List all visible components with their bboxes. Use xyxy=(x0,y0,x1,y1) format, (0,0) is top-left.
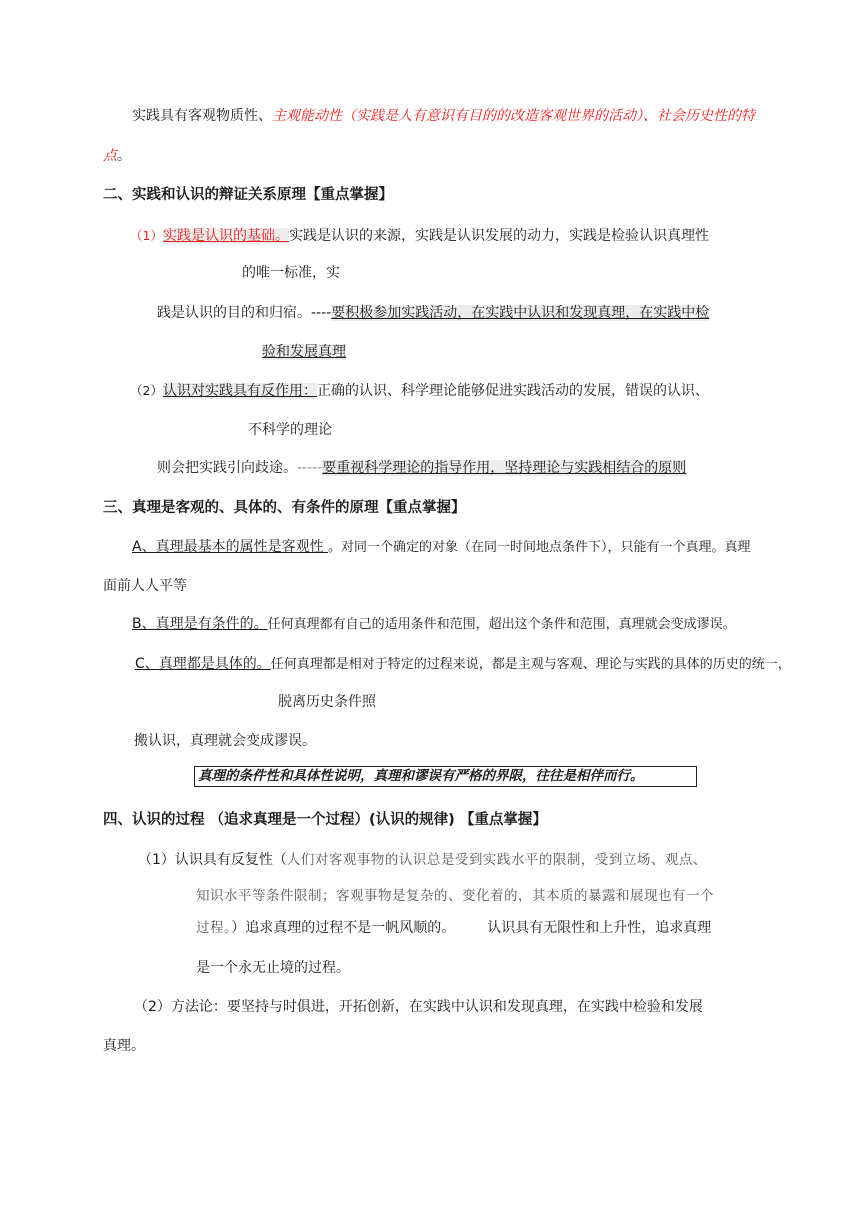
text: 。对同一个确定的对象（在同一时间地点条件下），只能有一个真理。真理 xyxy=(328,540,751,555)
item-number: （2） xyxy=(130,383,163,398)
item-practice-basis-l2: 的唯一标准，实 xyxy=(242,265,340,281)
item-cognition-reaction xyxy=(130,381,709,401)
point-a-l2: 面前人人平等 xyxy=(103,578,187,594)
item-repetition-l3 xyxy=(196,918,711,938)
item-practice-basis-l3 xyxy=(157,303,709,323)
point-c-l2: 脱离历史条件照 xyxy=(278,694,376,710)
method-point: 要积极参加实践活动，在实践中认识和发现真理，在实践中检 xyxy=(331,305,710,321)
text: 认识具有无限性和上升性，追求真理 xyxy=(487,920,712,936)
text: （1）认识具有反复性（ xyxy=(138,852,287,868)
point-b xyxy=(132,614,736,635)
paragraph-practice-traits xyxy=(132,106,755,126)
text: 。 xyxy=(117,148,131,164)
text: 践是认识的目的和归宿。---- xyxy=(157,305,332,321)
key-point: 实践是认识的基础。 xyxy=(162,228,289,244)
text: 则会把实践引向歧途。 xyxy=(157,460,297,476)
item-number: （1） xyxy=(130,228,163,243)
key-point: 认识对实践具有反作用： xyxy=(162,383,317,399)
point-c-l3: 搬认识，真理就会变成谬误。 xyxy=(134,733,316,749)
text: 实践具有客观物质性、 xyxy=(132,108,272,124)
item-repetition-l4: 是一个永无止境的过程。 xyxy=(196,960,350,976)
item-repetition-l2: 知识水平等条件限制；客观事物是复杂的、变化着的，其本质的暴露和展现也有一个 xyxy=(196,888,714,904)
item-repetition xyxy=(138,850,707,870)
key-point: B、真理是有条件的。 xyxy=(132,616,268,632)
dash-separator: ----- xyxy=(297,460,323,476)
section-heading-4: 四、认识的过程 （追求真理是一个过程）(认识的规律) 【重点掌握】 xyxy=(103,812,547,828)
text: 实践是认识的来源，实践是认识发展的动力，实践是检验认识真理性 xyxy=(288,228,709,244)
item-cognition-reaction-l2: 不科学的理论 xyxy=(248,422,332,438)
item-practice-basis-l4 xyxy=(262,342,346,362)
text: ）追求真理的过程不是一帆风顺的。 xyxy=(231,920,456,936)
summary-box: 真理的条件性和具体性说明，真理和谬误有严格的界限，往往是相伴而行。 xyxy=(194,766,697,787)
key-point: C、真理都是具体的。 xyxy=(135,656,271,672)
text: 任何真理都有自己的适用条件和范围，超出这个条件和范围，真理就会变成谬误。 xyxy=(267,617,736,632)
text: 任何真理都是相对于特定的过程来说，都是主观与客观、理论与实践的具体的历史的统一， xyxy=(270,657,791,672)
emphasis-text: 主观能动性（实践是人有意识有目的的改造客观世界的活动）、社会历史性的特 xyxy=(272,108,755,124)
method-point: 验和发展真理 xyxy=(262,344,346,360)
section-heading-3: 三、真理是客观的、具体的、有条件的原理【重点掌握】 xyxy=(103,500,466,516)
explanation-text: 人们对客观事物的认识总是受到实践水平的限制，受到立场、观点、 xyxy=(286,852,707,868)
key-point: A、真理最基本的属性是客观性 xyxy=(132,539,329,555)
item-methodology-l2: 真理。 xyxy=(103,1038,145,1054)
emphasis-text: 点 xyxy=(103,148,117,164)
text: 正确的认识、科学理论能够促进实践活动的发展，错误的认识、 xyxy=(316,383,709,399)
method-point: 要重视科学理论的指导作用，坚持理论与实践相结合的原则 xyxy=(322,460,687,476)
point-c xyxy=(135,654,791,675)
point-a xyxy=(132,537,751,558)
explanation-text: 过程。 xyxy=(196,920,232,936)
section-heading-2: 二、实践和认识的辩证关系原理【重点掌握】 xyxy=(103,187,393,203)
paragraph-practice-traits-cont xyxy=(103,146,131,166)
item-cognition-reaction-l3 xyxy=(157,458,686,478)
item-practice-basis xyxy=(130,226,709,246)
item-methodology: （2）方法论：要坚持与时俱进，开拓创新，在实践中认识和发现真理，在实践中检验和发展 xyxy=(134,999,703,1015)
